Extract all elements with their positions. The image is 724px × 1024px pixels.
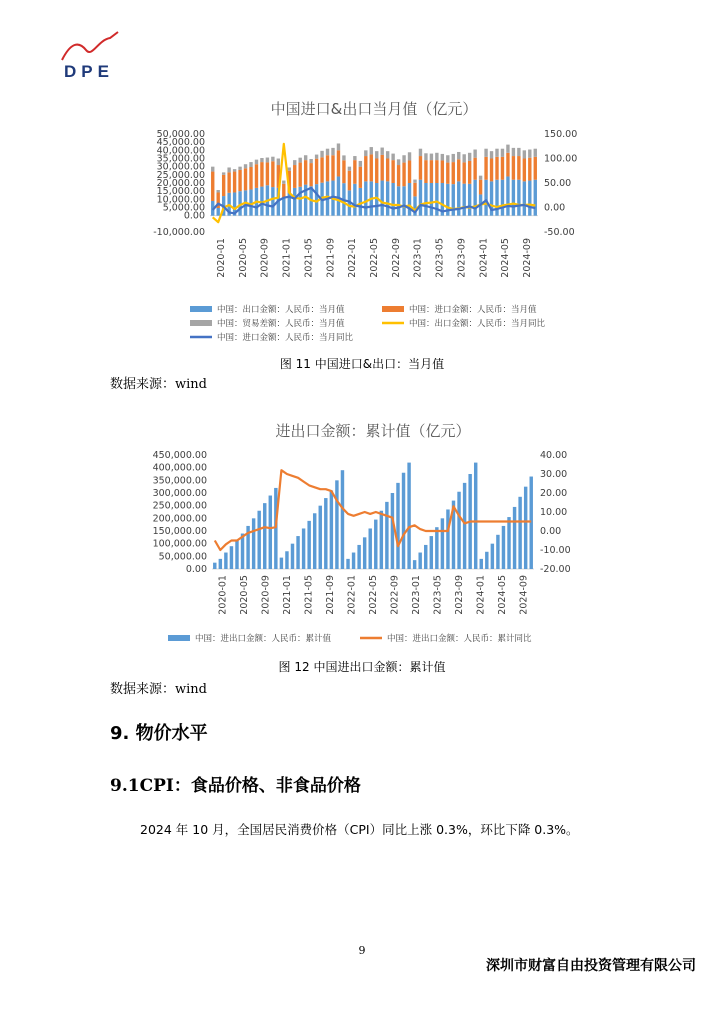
bar [463, 184, 466, 216]
y-left-tick-label: 150,000.00 [152, 526, 207, 537]
bar [402, 186, 405, 215]
y-right-tick-label: 150.00 [544, 129, 578, 140]
y-right-tick-label: 0.00 [544, 202, 566, 214]
x-tick-label: 2020-05 [239, 575, 251, 615]
bar [348, 167, 351, 171]
y-left-tick-label: 10,000.00 [156, 194, 205, 206]
bar [257, 511, 260, 569]
bar [282, 184, 285, 199]
bar [430, 183, 433, 216]
bar [211, 172, 214, 201]
bar [435, 153, 438, 160]
bar [241, 534, 244, 569]
bar [255, 160, 258, 165]
bar [238, 167, 241, 170]
bar [517, 156, 520, 180]
y-right-tick-label: 40.00 [540, 450, 568, 461]
x-tick-label: 2023-01 [410, 575, 422, 615]
bar [217, 208, 220, 216]
bar [446, 155, 449, 162]
x-tick-label: 2023-09 [456, 238, 468, 278]
bar [244, 164, 247, 168]
x-tick-label: 2021-01 [282, 575, 294, 615]
y-right-tick-label: 10.00 [540, 507, 568, 518]
x-tick-label: 2021-05 [303, 238, 315, 278]
bar [491, 544, 494, 569]
figure-12-caption: 图 12 中国进出口金额：累计值 [278, 660, 446, 674]
bar [512, 148, 515, 156]
logo-text: DPE [64, 62, 114, 81]
y-right-tick-label: -20.00 [540, 564, 571, 575]
bar [330, 490, 333, 569]
bar [235, 540, 238, 569]
bar [397, 159, 400, 165]
bar [291, 544, 294, 569]
y-left-tick-label: 350,000.00 [152, 475, 207, 487]
bar [227, 172, 230, 192]
x-tick-label: 2022-05 [368, 575, 379, 615]
bar [419, 149, 422, 156]
bar [230, 546, 233, 569]
bar [296, 536, 299, 569]
x-tick-label: 2020-01 [217, 575, 229, 615]
bar [385, 502, 388, 569]
bar [430, 536, 433, 569]
x-tick-label: 2023-05 [434, 238, 446, 278]
bar [402, 473, 405, 569]
bar [337, 150, 340, 176]
y-right-tick-label: -50.00 [544, 227, 575, 238]
bar [271, 187, 274, 216]
bar [277, 159, 280, 166]
bar [391, 493, 394, 569]
bar [319, 506, 322, 569]
company-logo [58, 30, 128, 82]
bar [457, 159, 460, 181]
bar [518, 497, 521, 569]
y-left-tick-label: 35,000.00 [156, 153, 205, 165]
x-tick-label: 2020-09 [259, 238, 271, 278]
bar [307, 521, 310, 569]
bar [413, 183, 416, 197]
bar [252, 518, 255, 569]
bar [479, 180, 482, 195]
bar [285, 551, 288, 569]
bar [227, 167, 230, 172]
bar [335, 480, 338, 569]
x-tick-label: 2023-09 [453, 575, 465, 615]
bar [446, 509, 449, 569]
bar [266, 158, 269, 163]
y-right-tick-label: 0.00 [540, 526, 562, 537]
bar [315, 159, 318, 184]
bar [359, 167, 362, 188]
bar [490, 151, 493, 158]
bar [374, 520, 377, 569]
legend-label: 中国：进出口金额：人民币：累计值 [195, 634, 332, 644]
bar [288, 167, 291, 170]
bar [337, 176, 340, 215]
bar [304, 155, 307, 160]
bar [495, 157, 498, 180]
bar [370, 154, 373, 181]
bar [528, 150, 531, 158]
bar [342, 160, 345, 183]
y-left-tick-label: 45,000.00 [156, 137, 205, 149]
bar [408, 160, 411, 183]
bar [457, 181, 460, 215]
bar [233, 172, 236, 193]
y-right-tick-label: 50.00 [544, 178, 572, 189]
x-tick-label: 2024-05 [496, 575, 508, 615]
bar [473, 150, 476, 158]
bar [331, 148, 334, 155]
bar [217, 190, 220, 192]
bar [484, 149, 487, 157]
bar [391, 154, 394, 161]
bar [480, 559, 483, 569]
bar [375, 151, 378, 158]
bar [238, 170, 241, 191]
bar [512, 180, 515, 216]
x-tick-label: 2023-05 [432, 575, 444, 615]
y-left-tick-label: 400,000.00 [152, 462, 207, 474]
bar [457, 492, 460, 569]
bar [528, 181, 531, 216]
bar [528, 158, 531, 181]
bar [249, 190, 252, 216]
bar [534, 157, 537, 180]
bar [375, 159, 378, 184]
bar [386, 181, 389, 215]
bar [280, 558, 283, 569]
bar [326, 155, 329, 181]
bar [424, 160, 427, 183]
y-left-tick-label: 100,000.00 [152, 538, 207, 550]
bar [282, 199, 285, 216]
logo-swoosh-icon [58, 30, 128, 64]
bar [397, 165, 400, 186]
bar [485, 552, 488, 569]
bar [369, 528, 372, 569]
bar [249, 167, 252, 190]
bar [357, 545, 360, 569]
bar [506, 145, 509, 153]
bar [271, 157, 274, 162]
cpi-paragraph: 2024 年 10 月，全国居民消费价格（CPI）同比上涨 0.3%，环比下降 0.3%。 [140, 822, 579, 837]
y-left-tick-label: -10,000.00 [153, 227, 205, 238]
bar [233, 169, 236, 171]
bar [424, 545, 427, 569]
bar [463, 154, 466, 162]
bar [396, 483, 399, 569]
bar [441, 154, 444, 161]
y-left-tick-label: 0.00 [185, 564, 207, 575]
chart-monthly-import-export [0, 90, 724, 352]
chart-title: 进出口金额：累计值（亿元） [275, 422, 471, 440]
section-subheading: 9.1CPI：食品价格、非食品价格 [110, 776, 361, 796]
bar [413, 180, 416, 183]
bar [213, 563, 216, 569]
bar [359, 161, 362, 167]
bar [271, 161, 274, 187]
bar [479, 176, 482, 180]
bar [507, 517, 510, 569]
bar [346, 559, 349, 569]
x-tick-label: 2022-09 [390, 238, 402, 278]
figure-11-source: 数据来源：wind [110, 377, 207, 392]
bar [407, 463, 410, 569]
bar [506, 176, 509, 215]
x-tick-label: 2024-09 [518, 575, 530, 615]
y-left-tick-label: 20,000.00 [156, 178, 205, 189]
y-left-tick-label: 40,000.00 [156, 145, 205, 157]
bar [419, 180, 422, 216]
bar [484, 180, 487, 216]
bar [219, 559, 222, 569]
bar [463, 162, 466, 183]
y-left-tick-label: 50,000.00 [158, 551, 207, 563]
bar [468, 184, 471, 216]
bar [501, 157, 504, 180]
bar [441, 518, 444, 569]
bar [424, 153, 427, 160]
bar [381, 155, 384, 181]
legend-label: 中国：进口金额：人民币：当月值 [409, 305, 537, 315]
bar [402, 163, 405, 187]
bar [452, 154, 455, 162]
x-tick-label: 2020-09 [260, 575, 272, 615]
bar [473, 180, 476, 216]
legend-label: 中国：出口金额：人民币：当月同比 [409, 319, 546, 329]
bar [282, 181, 285, 184]
bar [359, 188, 362, 216]
legend-swatch [168, 635, 190, 641]
x-tick-label: 2020-01 [215, 238, 227, 278]
bar [249, 162, 252, 167]
bar [326, 149, 329, 156]
bar [441, 160, 444, 183]
bar [391, 160, 394, 183]
bar [331, 155, 334, 180]
bar [534, 149, 537, 157]
series-line [215, 470, 531, 550]
bar [435, 160, 438, 183]
y-right-tick-label: 100.00 [544, 153, 578, 165]
x-tick-label: 2024-01 [475, 575, 487, 615]
bar [402, 155, 405, 162]
bar [348, 171, 351, 191]
bar [513, 507, 516, 569]
bar [408, 152, 411, 160]
y-right-tick-label: 30.00 [540, 469, 568, 480]
legend-label: 中国：进出口金额：人民币：累计同比 [387, 634, 532, 644]
bar [353, 160, 356, 184]
bar [468, 161, 471, 184]
bar [320, 151, 323, 158]
bar [523, 150, 526, 158]
page-number: 9 [358, 944, 366, 957]
bar [413, 560, 416, 569]
bar [363, 537, 366, 569]
bar [517, 180, 520, 216]
figure-11-caption: 图 11 中国进口&出口：当月值 [279, 357, 445, 371]
bar [224, 553, 227, 569]
bar [255, 164, 258, 188]
bar [418, 553, 421, 569]
bar [260, 162, 263, 187]
bar [381, 148, 384, 155]
legend-swatch [382, 306, 404, 312]
bar [517, 148, 520, 156]
bar [523, 181, 526, 215]
bar [315, 155, 318, 159]
bar [430, 160, 433, 183]
bar [386, 151, 389, 158]
x-tick-label: 2021-01 [281, 238, 293, 278]
x-tick-label: 2021-05 [303, 575, 315, 615]
x-tick-label: 2021-09 [325, 238, 337, 278]
bar [524, 487, 527, 569]
figure-12-source: 数据来源：wind [110, 682, 207, 697]
bar [473, 158, 476, 180]
legend-label: 中国：出口金额：人民币：当月值 [217, 305, 345, 315]
bar [468, 153, 471, 161]
y-left-tick-label: 5,000.00 [162, 202, 205, 214]
x-tick-label: 2022-01 [347, 238, 359, 278]
bar [474, 463, 477, 569]
bar [419, 156, 422, 180]
bar [397, 186, 400, 215]
bar [490, 159, 493, 182]
bar [506, 153, 509, 177]
legend-swatch [190, 320, 212, 326]
bar [324, 498, 327, 569]
bar [222, 175, 225, 196]
bar [263, 503, 266, 569]
bar [320, 157, 323, 182]
bar [269, 496, 272, 569]
legend-label: 中国：贸易差额：人民币：当月值 [217, 319, 345, 329]
x-tick-label: 2024-05 [500, 238, 512, 278]
x-tick-label: 2024-09 [522, 238, 534, 278]
y-left-tick-label: 30,000.00 [156, 161, 205, 173]
bar [430, 154, 433, 161]
bar [435, 527, 438, 569]
x-tick-label: 2020-05 [237, 237, 249, 278]
bar [452, 184, 455, 216]
bar [353, 156, 356, 160]
bar [424, 183, 427, 216]
bar [222, 172, 225, 174]
bar [309, 163, 312, 186]
bar [266, 162, 269, 185]
bar [293, 188, 296, 216]
legend-label: 中国：进口金额：人民币：当月同比 [217, 333, 354, 343]
y-left-tick-label: 50,000.00 [156, 129, 205, 140]
bar [408, 183, 411, 216]
bar [342, 155, 345, 160]
x-tick-label: 2023-01 [412, 238, 424, 278]
bar [380, 511, 383, 569]
footer-company: 深圳市财富自由投资管理有限公司 [486, 958, 696, 974]
bar [502, 526, 505, 569]
y-left-tick-label: 15,000.00 [156, 186, 205, 198]
bar [299, 158, 302, 163]
bar [386, 159, 389, 182]
chart-title: 中国进口&出口当月值（亿元） [270, 100, 478, 118]
bar [501, 180, 504, 216]
bar [534, 180, 537, 216]
bar [530, 477, 533, 569]
bar [260, 158, 263, 162]
bar [523, 159, 526, 182]
section-heading: 9. 物价水平 [110, 723, 208, 744]
bar [304, 160, 307, 185]
bar [381, 181, 384, 216]
x-tick-label: 2022-05 [369, 238, 380, 278]
bar [352, 553, 355, 569]
y-left-tick-label: 300,000.00 [152, 488, 207, 499]
bar [293, 160, 296, 165]
bar [496, 535, 499, 569]
bar [299, 163, 302, 187]
bar [391, 183, 394, 216]
y-right-tick-label: -10.00 [540, 545, 571, 556]
chart-cumulative-trade [0, 412, 724, 652]
bar [446, 163, 449, 184]
bar [244, 168, 247, 190]
y-left-tick-label: 25,000.00 [156, 169, 205, 181]
bar [501, 149, 504, 157]
bar [337, 143, 340, 150]
y-left-tick-label: 250,000.00 [152, 500, 207, 512]
bar [364, 150, 367, 156]
y-left-tick-label: 0.00 [183, 210, 205, 222]
bar [435, 183, 438, 216]
bar [495, 149, 498, 157]
bar [370, 147, 373, 154]
bar [353, 184, 356, 216]
bar [463, 483, 466, 569]
bar [512, 156, 515, 180]
bar [211, 167, 214, 172]
bar [484, 157, 487, 180]
bar [309, 159, 312, 163]
bar [293, 165, 296, 188]
x-tick-label: 2024-01 [478, 238, 490, 278]
bar [364, 181, 367, 215]
y-right-tick-label: 20.00 [540, 488, 568, 499]
bar [457, 152, 460, 159]
bar [313, 513, 316, 569]
legend-swatch [190, 306, 212, 312]
y-left-tick-label: 200,000.00 [152, 513, 207, 525]
x-tick-label: 2021-09 [325, 575, 337, 615]
bar [452, 162, 455, 184]
bar [341, 470, 344, 569]
bar [302, 528, 305, 569]
y-left-tick-label: 450,000.00 [152, 450, 207, 461]
x-tick-label: 2022-09 [389, 575, 401, 615]
x-tick-label: 2022-01 [346, 575, 358, 615]
bar [364, 156, 367, 181]
